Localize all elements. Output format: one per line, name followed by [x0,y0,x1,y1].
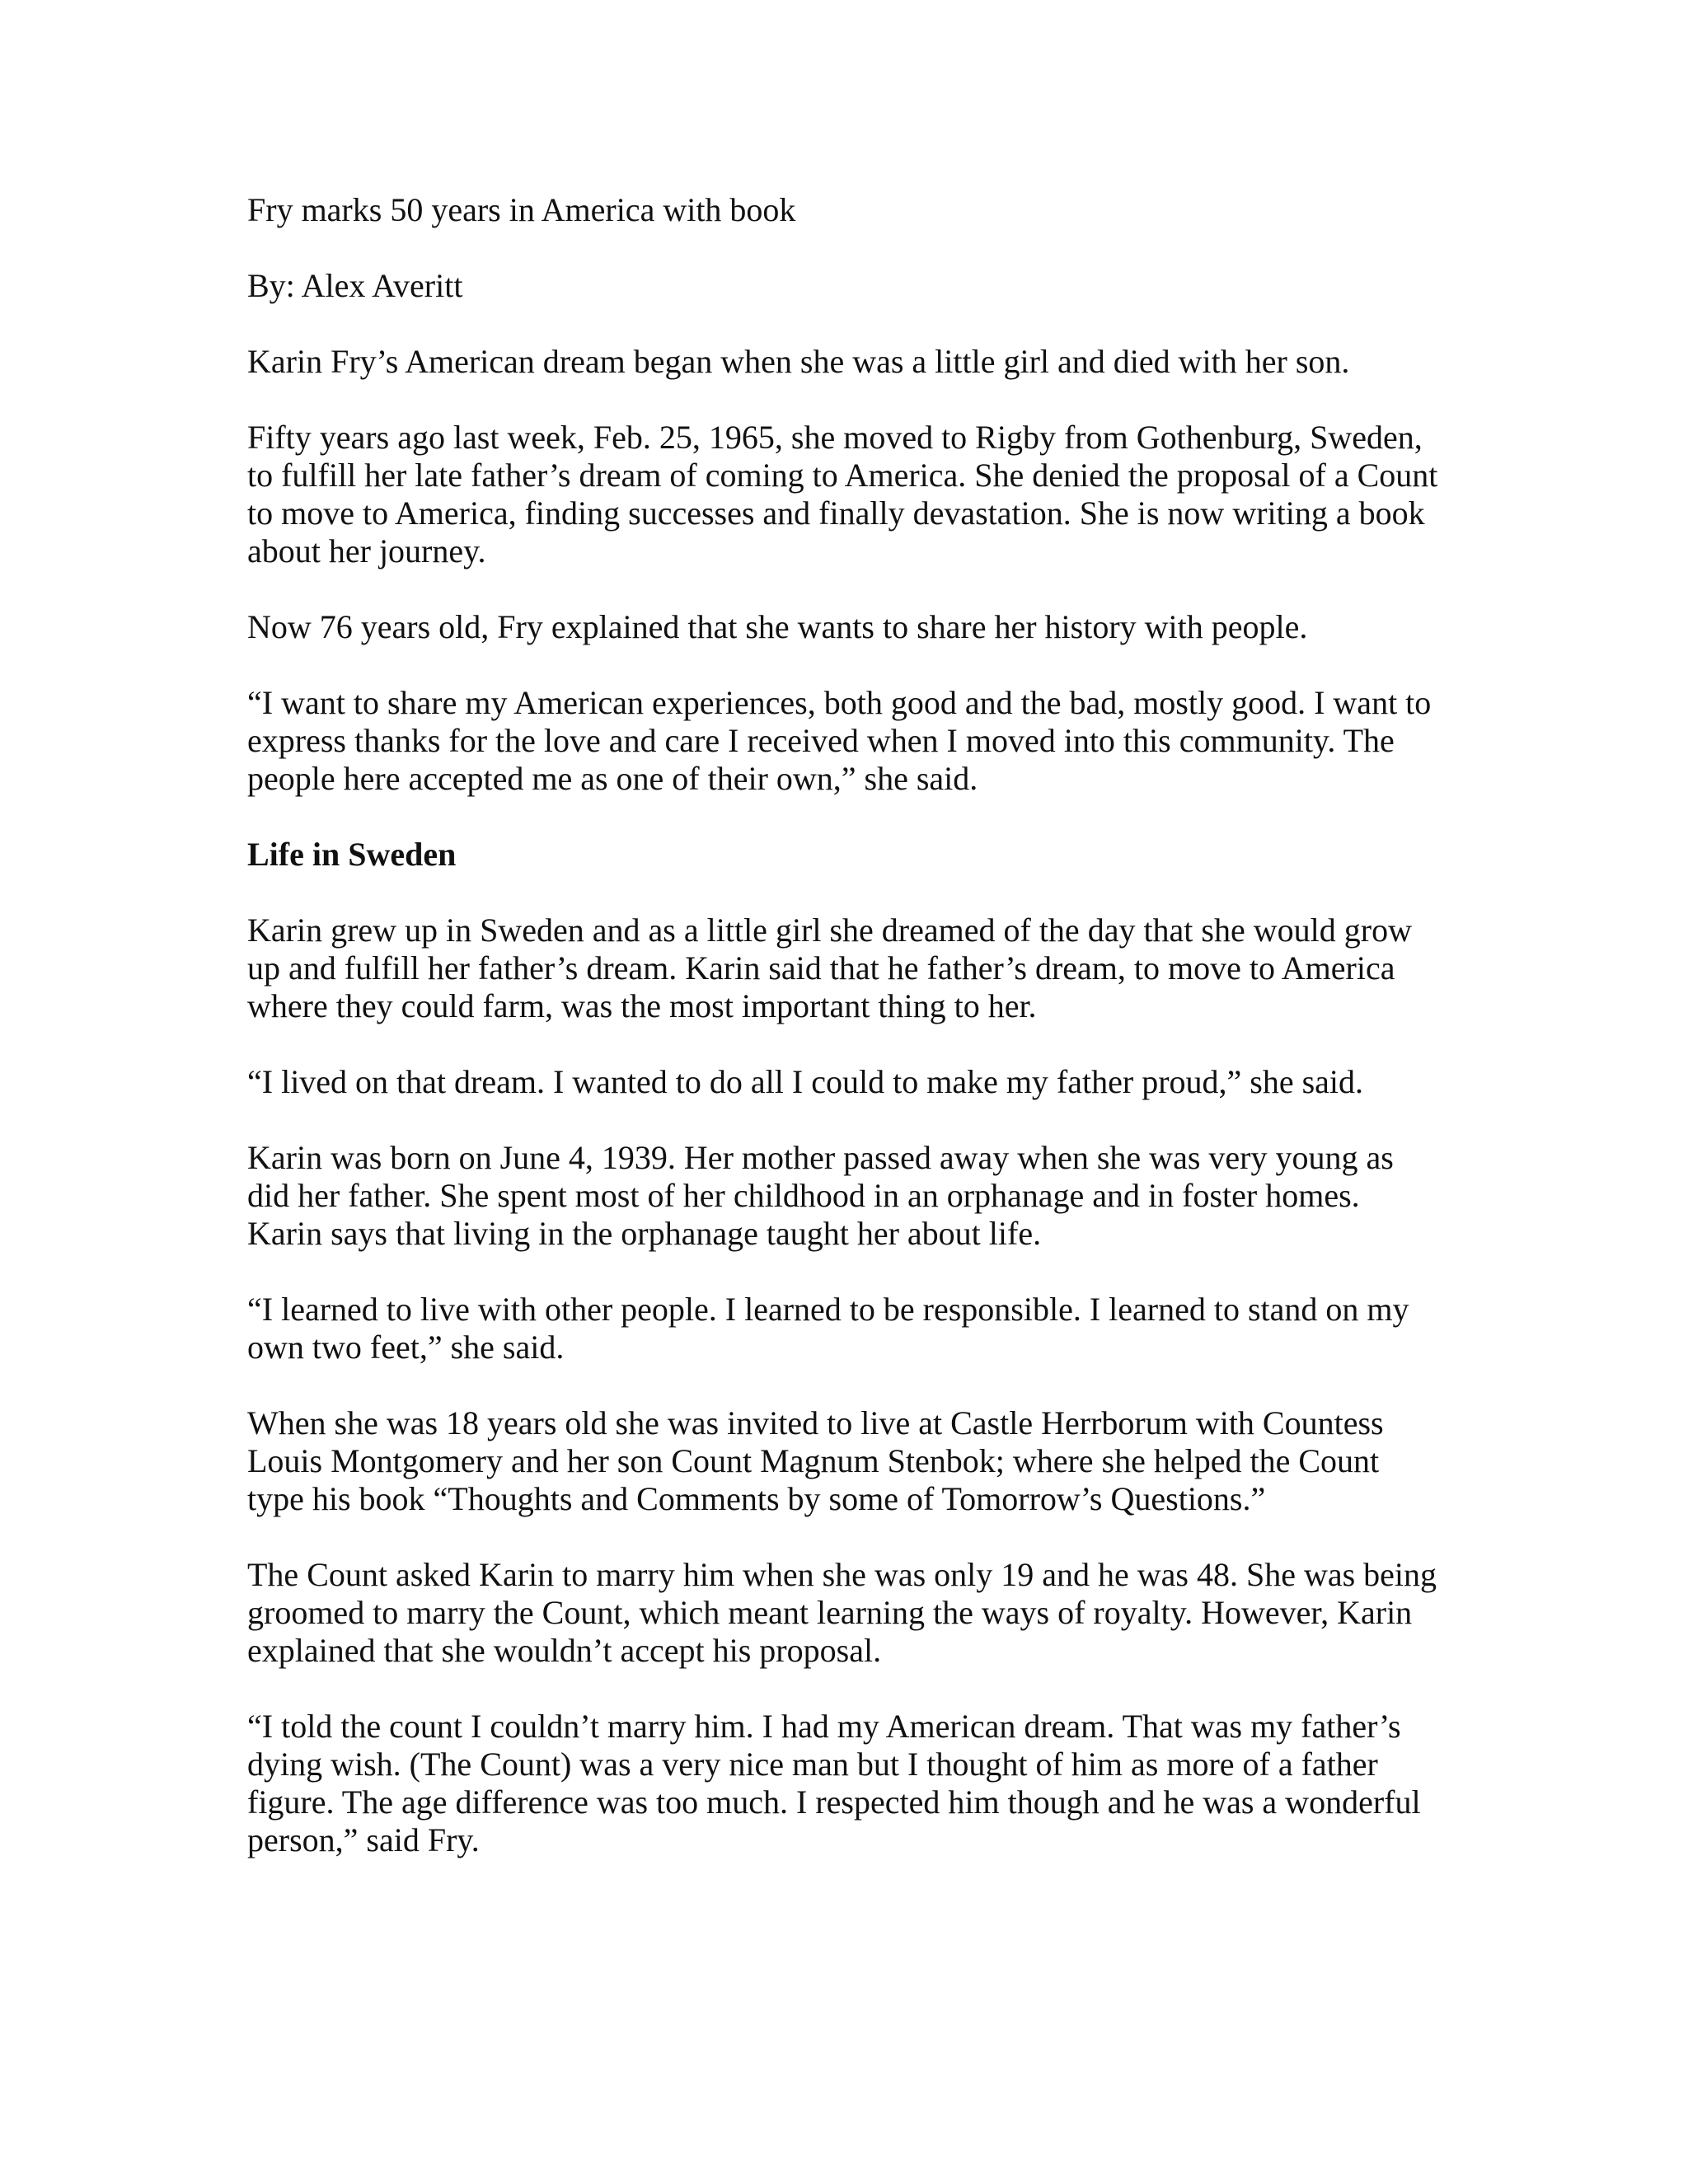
paragraph-move-to-rigby: Fifty years ago last week, Feb. 25, 1965, she moved to Rigby from Gothenburg, Sweden, to fulfill her late father’s dream of coming to America. She denied the proposal of a Count to move to America, finding successes and finally devastation. She is now writing a book about her journey. [247,419,1438,569]
headline: Fry marks 50 years in America with book [247,191,796,228]
paragraph-quote-experiences: “I want to share my American experiences, both good and the bad, mostly good. I want to express thanks for the love and care I received when I moved into this community. The people here accepted me as one of their own,” she said. [247,684,1432,797]
paragraph-childhood-dream: Karin grew up in Sweden and as a little girl she dreamed of the day that she would grow up and fulfill her father’s dream. Karin said that he father’s dream, to move to America where they could farm, was the most important thing to her. [247,912,1412,1024]
section-heading: Life in Sweden [247,836,457,873]
paragraph-lede: Karin Fry’s American dream began when she was a little girl and died with her son. [247,343,1350,380]
byline: By: Alex Averitt [247,267,463,304]
paragraph-quote-orphanage: “I learned to live with other people. I learned to be responsible. I learned to stand on my own two feet,” she said. [247,1291,1409,1366]
paragraph-proposal: The Count asked Karin to marry him when she was only 19 and he was 48. She was being groomed to marry the Count, which meant learning the ways of royalty. However, Karin explained that she wouldn’t accept his proposal. [247,1556,1437,1669]
paragraph-age: Now 76 years old, Fry explained that she wants to share her history with people. [247,608,1308,645]
paragraph-quote-dream: “I lived on that dream. I wanted to do all I could to make my father proud,” she said. [247,1063,1364,1100]
article-body [247,191,1442,1897]
paragraph-quote-refusal: “I told the count I couldn’t marry him. I had my American dream. That was my father’s dying wish. (The Count) was a very nice man but I thought of him as more of a father figure. The age difference was too much. I respected him though and he was a wonderful person,” said Fry. [247,1708,1421,1858]
paragraph-birth: Karin was born on June 4, 1939. Her mother passed away when she was very young as did her father. She spent most of her childhood in an orphanage and in foster homes. Karin says that living in the orphanage taught her about life. [247,1139,1394,1252]
paragraph-castle: When she was 18 years old she was invited to live at Castle Herrborum with Countess Louis Montgomery and her son Count Magnum Stenbok; where she helped the Count type his book “Thoughts and Comments by some of Tomorrow’s Questions.” [247,1404,1384,1517]
